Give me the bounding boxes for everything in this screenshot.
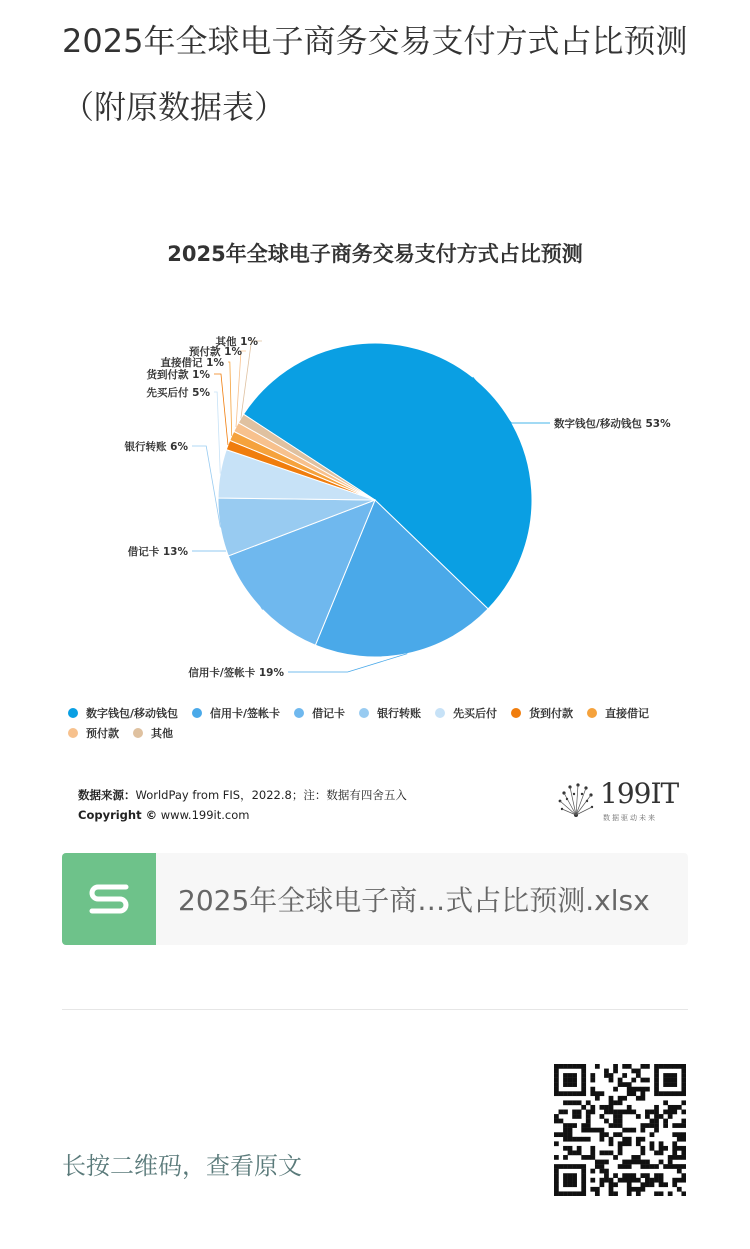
legend-swatch (294, 708, 304, 718)
data-label: 货到付款 1% (146, 369, 210, 381)
spreadsheet-s-icon (62, 853, 156, 945)
chart-title: 2025年全球电子商务交易支付方式占比预测 (167, 242, 583, 266)
data-label: 银行转账 6% (124, 441, 188, 453)
leader-line (228, 362, 232, 436)
legend-label: 直接借记 (605, 707, 650, 720)
legend-label: 借记卡 (312, 707, 346, 720)
leader-line (214, 374, 228, 445)
long-press-qr-hint: 长按二维码，查看原文 (62, 1152, 302, 1180)
legend-item (68, 706, 178, 720)
legend-label: 数字钱包/移动钱包 (86, 707, 179, 720)
legend-swatch (511, 708, 521, 718)
legend-swatch (192, 708, 202, 718)
legend-item (68, 726, 119, 740)
legend-item (294, 706, 345, 720)
data-label: 先买后付 5% (146, 387, 210, 399)
data-label: 预付款 1% (189, 346, 242, 358)
article-title: 2025年全球电子商务交易支付方式占比预测（附原数据表） (62, 22, 688, 126)
legend-swatch (359, 708, 369, 718)
leader-line (214, 392, 220, 473)
legend-label: 货到付款 (529, 707, 574, 720)
chart-image (62, 210, 688, 835)
data-label: 借记卡 13% (127, 546, 188, 558)
brand-tagline: 数据驱动未来 (603, 814, 657, 822)
legend-item (192, 706, 280, 720)
legend-label: 银行转账 (377, 707, 422, 720)
data-label: 数字钱包/移动钱包 53% (554, 418, 671, 430)
legend-label: 其他 (151, 727, 173, 740)
leader-line (192, 446, 220, 527)
source-note (78, 785, 407, 825)
legend-swatch (68, 728, 78, 738)
legend-swatch (587, 708, 597, 718)
chart-legend (68, 706, 688, 740)
data-label: 直接借记 1% (160, 357, 224, 369)
copyright-label: Copyright © (78, 808, 158, 822)
dandelion-icon (554, 779, 598, 823)
legend-label: 信用卡/签帐卡 (210, 707, 281, 720)
file-name: 2025年全球电子商…式占比预测.xlsx (178, 884, 650, 917)
data-label: 其他 1% (215, 336, 258, 348)
attachment-file-card[interactable] (62, 853, 688, 945)
legend-item (133, 726, 173, 740)
divider (62, 1009, 688, 1010)
brand-name: 199IT (600, 777, 679, 810)
data-label: 信用卡/签帐卡 19% (188, 667, 284, 679)
legend-swatch (68, 708, 78, 718)
legend-item (359, 706, 421, 720)
source-label: 数据来源： (78, 788, 136, 802)
pie-chart (62, 210, 688, 710)
legend-item (435, 706, 497, 720)
legend-item (587, 706, 649, 720)
legend-item (511, 706, 573, 720)
copyright-text: www.199it.com (160, 808, 250, 822)
brand-logo (554, 777, 684, 827)
source-text: WorldPay from FIS，2022.8；注：数据有四舍五入 (135, 788, 407, 802)
legend-label: 预付款 (86, 727, 119, 740)
legend-swatch (435, 708, 445, 718)
qr-code[interactable] (554, 1064, 686, 1196)
legend-label: 先买后付 (453, 707, 498, 720)
legend-swatch (133, 728, 143, 738)
